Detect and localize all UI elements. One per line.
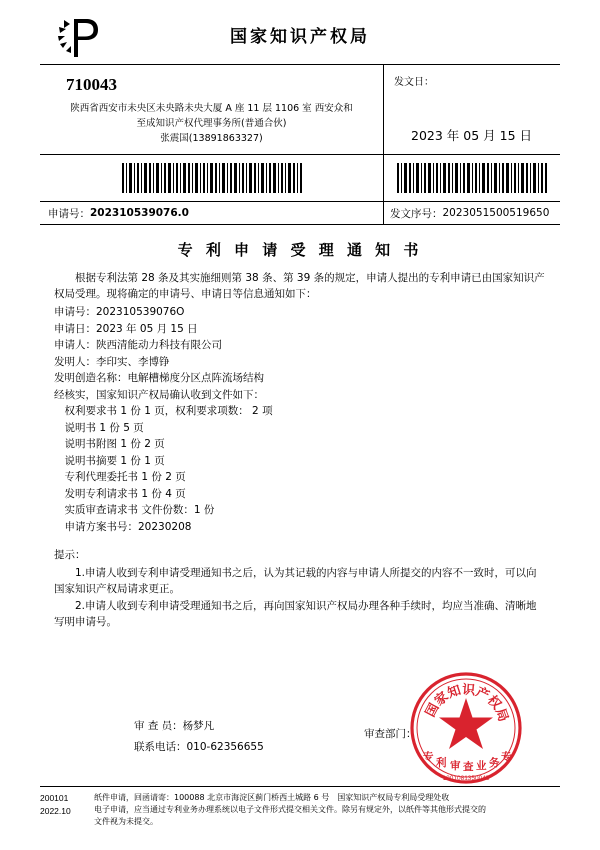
svg-text:务: 务 [489, 757, 500, 769]
field-invention-title: 发明创造名称：电解槽梯度分区点阵流场结构 [54, 372, 264, 384]
field-drawings: 说明书附图 1 份 2 页 [54, 438, 165, 450]
field-claims: 权利要求书 1 份 1 页，权利要求项数： 2 项 [54, 405, 273, 417]
field-plan-number: 申请方案书号：20230208 [54, 520, 192, 533]
postal-code: 710043 [66, 75, 117, 94]
address-line-2: 至成知识产权代理事务所(普通合伙) [136, 118, 287, 129]
field-application-number: 申请号：202310539076O [54, 306, 185, 318]
field-substantive-exam-request: 实质审查请求书 文件份数：1 份 [54, 504, 215, 516]
issue-date-label: 发文日： [394, 77, 434, 88]
field-abstract: 说明书摘要 1 份 1 页 [54, 454, 165, 467]
svg-text:专: 专 [501, 751, 512, 763]
document-body [40, 270, 560, 782]
field-description: 说明书 1 份 5 页 [54, 421, 144, 434]
numbers-row [40, 202, 560, 225]
department-label: 审查部门： [364, 728, 417, 740]
tip-item-1: 1.申请人收到专利申请受理通知书之后，认为其记载的内容与申请人所提交的内容不一致时，可以向国家知识产权局请求更正。 [54, 567, 537, 595]
serial-number-label: 发文序号： [390, 207, 443, 220]
field-application-date: 申请日：2023 年 05 月 15 日 [54, 322, 198, 335]
svg-text:业: 业 [476, 760, 487, 772]
address-issue-row [40, 65, 560, 155]
field-request-form: 发明专利请求书 1 份 4 页 [54, 487, 186, 500]
document-sheet [40, 10, 560, 840]
serial-number-cell [384, 202, 559, 224]
official-red-seal [406, 668, 526, 788]
serial-number-value: 2023051500519650 [442, 207, 550, 219]
application-number-label: 申请号： [48, 207, 90, 220]
field-inventors: 发明人：李印实、李博铮 [54, 355, 170, 368]
contact-phone: 联系电话：010-62356655 [134, 741, 264, 753]
barcode-application-number [122, 163, 302, 193]
svg-text:审: 审 [450, 760, 461, 772]
barcode-dispatch-serial [397, 163, 547, 193]
application-number-cell [40, 202, 384, 224]
svg-text:知: 知 [445, 683, 463, 702]
field-documents-heading: 经核实，国家知识产权局确认收到文件如下： [54, 388, 264, 401]
issue-date-value: 2023 年 05 月 15 日 [411, 128, 532, 143]
svg-text:产: 产 [473, 684, 492, 704]
seal-code: 1001081350045 [442, 775, 490, 782]
document-title: 专 利 申 请 受 理 通 知 书 [177, 241, 423, 259]
document-header [40, 10, 560, 64]
tips-heading: 提示： [54, 549, 86, 561]
page-title: 国家知识产权局 [230, 27, 370, 47]
examiner-name: 审 查 员：杨梦凡 [134, 720, 215, 732]
tip-item-2: 2.申请人收到专利申请受理通知书之后，再向国家知识产权局办理各种手续时，均应当准确、清晰地写明申请号。 [54, 600, 537, 628]
footer-code-2: 2022.10 [40, 806, 71, 816]
footer-notes [94, 792, 560, 828]
issue-date-block [384, 65, 559, 154]
address-contact: 张震国(13891863327) [160, 133, 263, 144]
svg-text:专: 专 [423, 751, 434, 763]
intro-paragraph: 根据专利法第 28 条及其实施细则第 38 条、第 39 条的规定，申请人提出的专利申请已由国家知识产权局受理。现将确定的申请号、申请日等信息通知如下： [54, 272, 545, 300]
svg-text:利: 利 [436, 757, 447, 769]
signature-area [54, 682, 546, 782]
footer-code-1: 200101 [40, 793, 69, 803]
barcode-row [40, 155, 560, 202]
document-footer [40, 786, 560, 828]
svg-text:权: 权 [483, 693, 504, 713]
svg-text:国: 国 [423, 701, 443, 720]
barcode-right-cell [384, 155, 559, 201]
footer-note-1: 纸件申请，回函请寄：100088 北京市海淀区蓟门桥西土城路 6 号 国家知识产权局专利局受理处收 [94, 793, 450, 802]
examiner-block [134, 716, 264, 758]
svg-text:局: 局 [491, 706, 511, 724]
addressee-block [40, 65, 384, 154]
field-power-of-attorney: 专利代理委托书 1 份 2 页 [54, 471, 186, 483]
svg-text:家: 家 [432, 689, 452, 710]
field-applicant: 申请人：陕西清能动力科技有限公司 [54, 339, 222, 351]
barcode-left-cell [40, 155, 384, 201]
svg-text:识: 识 [461, 682, 476, 699]
footer-note-3: 文件视为未提交。 [94, 817, 158, 826]
svg-text:查: 查 [463, 761, 474, 773]
footer-note-2: 电子申请，应当通过专利业务办理系统以电子文件形式提交相关文件。除另有规定外，以纸件等其他形式提交的 [94, 805, 486, 814]
footer-form-codes [40, 792, 94, 828]
application-number-value: 202310539076.0 [90, 207, 189, 219]
address-line-1: 陕西省西安市未央区未央路未央大厦 A 座 11 层 1106 室 西安众和 [70, 103, 353, 114]
